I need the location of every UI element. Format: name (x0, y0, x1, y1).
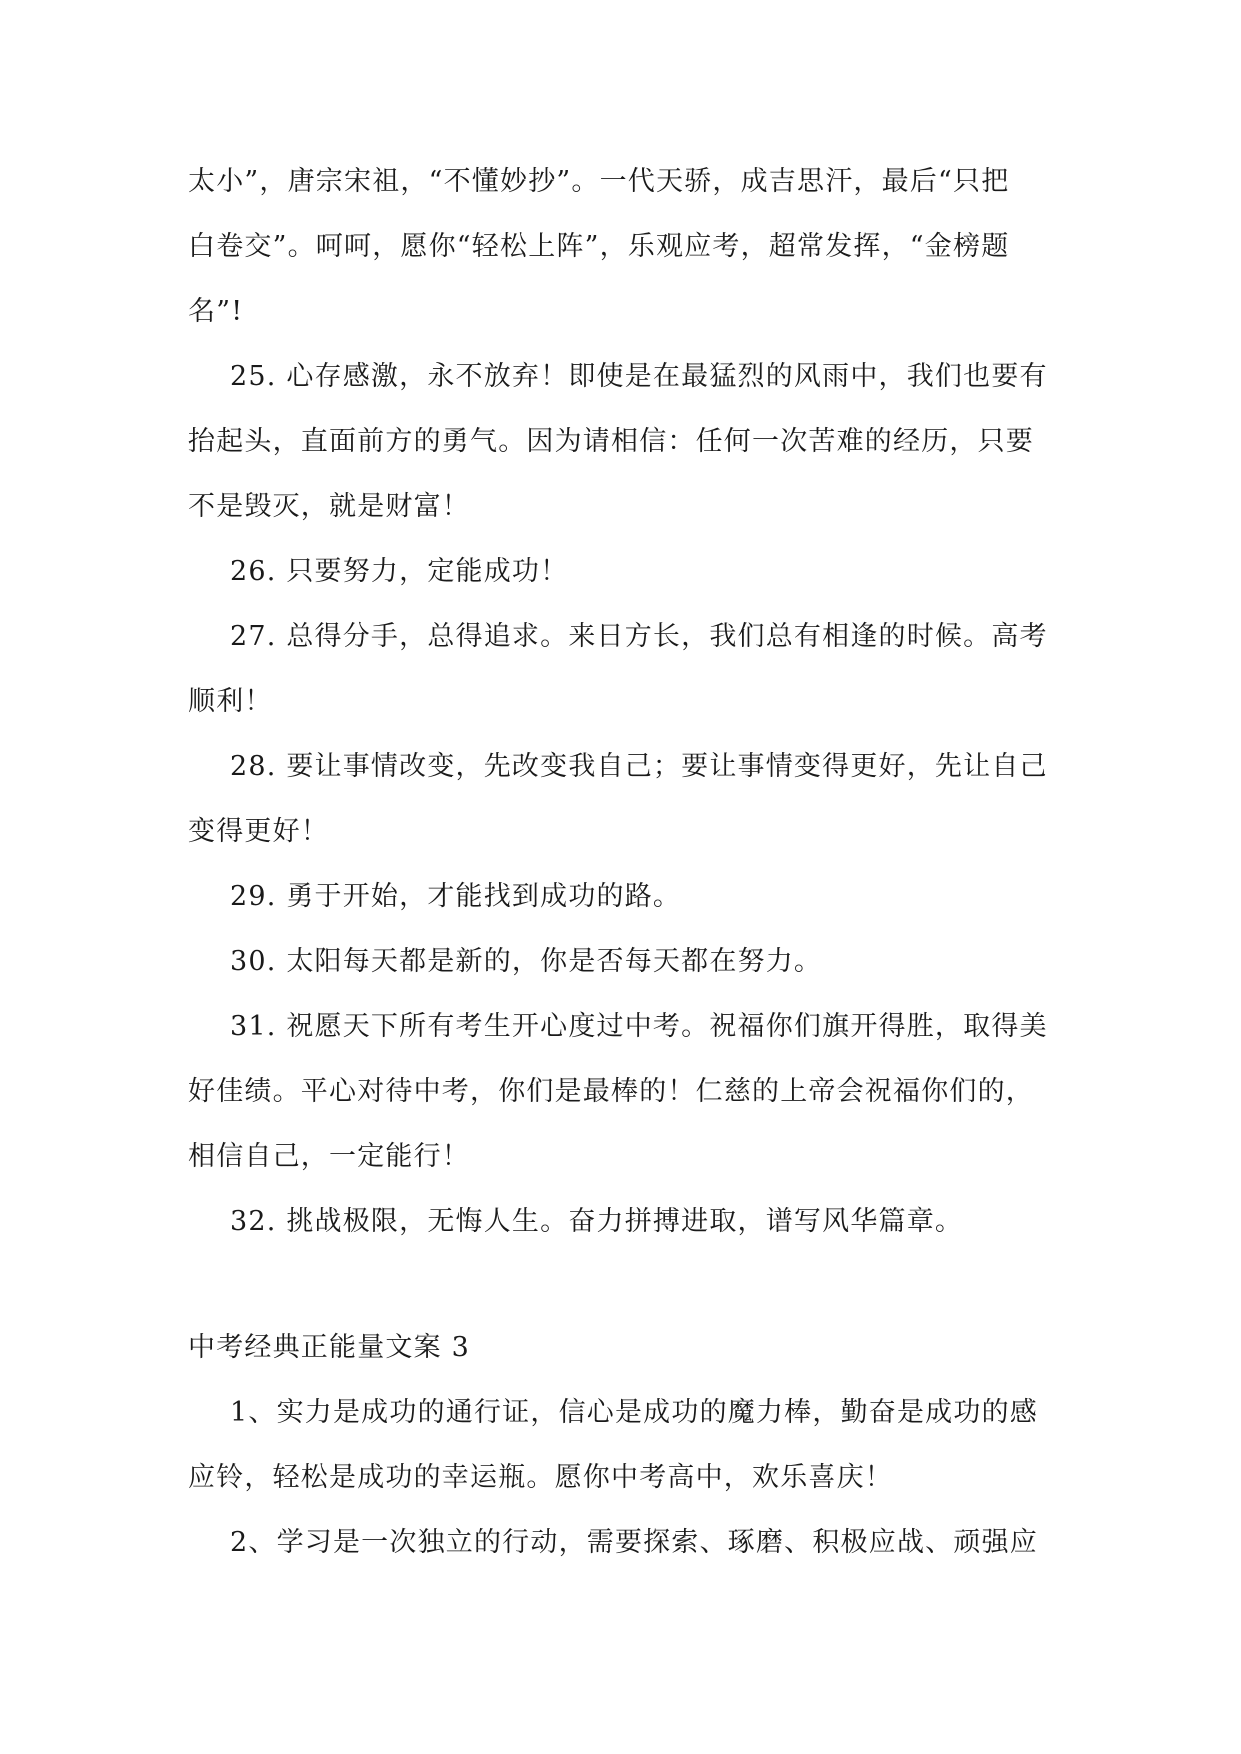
paragraph-line: 顺利！ (188, 686, 273, 717)
paragraph-line: 不是毁灭，就是财富！ (188, 491, 470, 522)
list-item-26: 26. 只要努力，定能成功！ (230, 556, 569, 587)
list-item-2: 2、学习是一次独立的行动，需要探索、琢磨、积极应战、顽强应 (230, 1527, 1038, 1558)
list-item-31: 31. 祝愿天下所有考生开心度过中考。祝福你们旗开得胜，取得美 (230, 1011, 1048, 1042)
paragraph-line: 变得更好！ (188, 816, 329, 847)
paragraph-line: 相信自己，一定能行！ (188, 1141, 470, 1172)
paragraph-line: 太小”，唐宗宋祖，“不懂妙抄”。一代天骄，成吉思汗，最后“只把 (188, 166, 1010, 197)
list-item-25: 25. 心存感激，永不放弃！即使是在最猛烈的风雨中，我们也要有 (230, 361, 1048, 392)
paragraph-line: 抬起头，直面前方的勇气。因为请相信：任何一次苦难的经历，只要 (188, 426, 1034, 457)
list-item-30: 30. 太阳每天都是新的，你是否每天都在努力。 (230, 946, 823, 977)
list-item-28: 28. 要让事情改变，先改变我自己；要让事情变得更好，先让自己 (230, 751, 1048, 782)
list-item-32: 32. 挑战极限，无悔人生。奋力拼搏进取，谱写风华篇章。 (230, 1206, 964, 1237)
paragraph-line: 好佳绩。平心对待中考，你们是最棒的！仁慈的上帝会祝福你们的， (188, 1076, 1034, 1107)
list-item-1: 1、实力是成功的通行证，信心是成功的魔力棒，勤奋是成功的感 (230, 1397, 1038, 1428)
list-item-27: 27. 总得分手，总得追求。来日方长，我们总有相逢的时候。高考 (230, 621, 1048, 652)
paragraph-line: 应铃，轻松是成功的幸运瓶。愿你中考高中，欢乐喜庆！ (188, 1462, 893, 1493)
section-heading: 中考经典正能量文案 3 (188, 1332, 470, 1363)
paragraph-line: 白卷交”。呵呵，愿你“轻松上阵”，乐观应考，超常发挥，“金榜题 (188, 231, 1010, 262)
paragraph-line: 名”! (188, 296, 244, 327)
list-item-29: 29. 勇于开始，才能找到成功的路。 (230, 881, 682, 912)
